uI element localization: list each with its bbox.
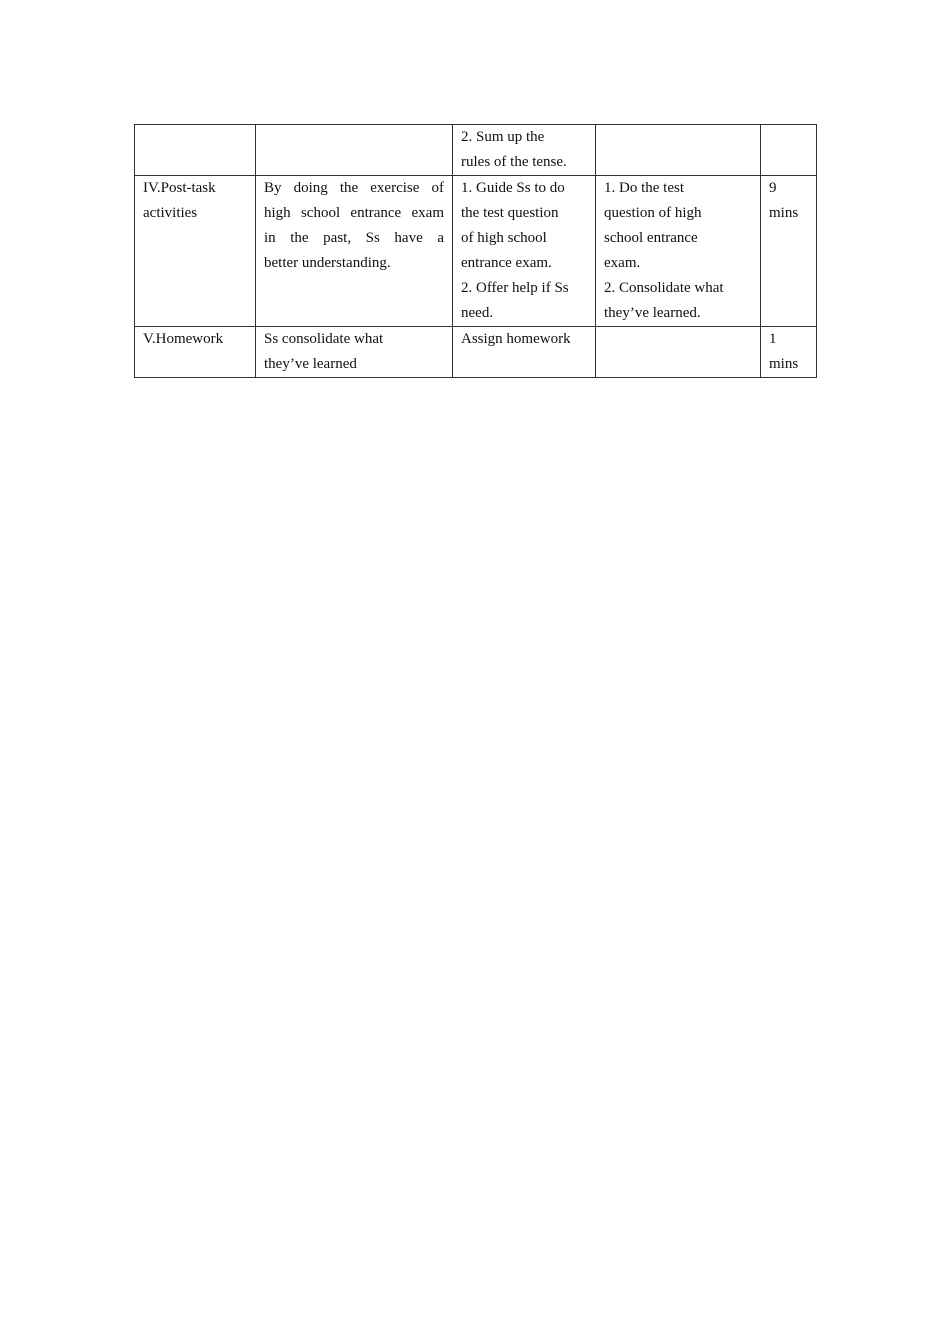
cell-line: 1. Do the test	[604, 180, 684, 196]
cell-line: they’ve learned.	[604, 305, 701, 321]
student-activity-cell	[596, 176, 761, 327]
student-activity-cell	[596, 327, 761, 378]
purpose-cell	[256, 327, 453, 378]
cell-line: they’ve learned	[264, 356, 357, 372]
cell-line: exam.	[604, 255, 641, 271]
cell-line: 2. Consolidate what	[604, 280, 724, 296]
table-row	[135, 327, 817, 378]
lesson-plan-table	[134, 124, 817, 378]
cell-line: entrance exam.	[461, 255, 552, 271]
stage-cell	[135, 176, 256, 327]
teacher-activity-cell	[453, 125, 596, 176]
cell-line: mins	[769, 205, 799, 221]
cell-line: 9	[769, 180, 777, 196]
cell-line: mins	[769, 356, 799, 372]
cell-line: in the past, Ss have a	[264, 230, 444, 246]
cell-line: 2. Sum up the	[461, 129, 545, 145]
time-cell	[761, 327, 817, 378]
table-row	[135, 125, 817, 176]
time-cell	[761, 176, 817, 327]
cell-line: better understanding.	[264, 255, 391, 271]
student-activity-cell	[596, 125, 761, 176]
purpose-cell	[256, 125, 453, 176]
cell-line: school entrance	[604, 230, 698, 246]
cell-line: Ss consolidate what	[264, 331, 384, 347]
cell-line: 1	[769, 331, 777, 347]
stage-cell	[135, 125, 256, 176]
cell-line: IV.Post-task	[143, 180, 216, 196]
cell-line: Assign homework	[461, 331, 571, 347]
cell-line: By doing the exercise of	[264, 180, 444, 196]
cell-line: the test question	[461, 205, 559, 221]
time-cell	[761, 125, 817, 176]
cell-line: rules of the tense.	[461, 154, 567, 170]
cell-line: of high school	[461, 230, 547, 246]
cell-line: high school entrance exam	[264, 205, 444, 221]
purpose-cell	[256, 176, 453, 327]
table-row	[135, 176, 817, 327]
cell-line: V.Homework	[143, 331, 224, 347]
cell-line: 2. Offer help if Ss	[461, 280, 569, 296]
teacher-activity-cell	[453, 176, 596, 327]
cell-line: question of high	[604, 205, 702, 221]
cell-line: need.	[461, 305, 494, 321]
teacher-activity-cell	[453, 327, 596, 378]
cell-line: 1. Guide Ss to do	[461, 180, 565, 196]
stage-cell	[135, 327, 256, 378]
cell-line: activities	[143, 205, 198, 221]
